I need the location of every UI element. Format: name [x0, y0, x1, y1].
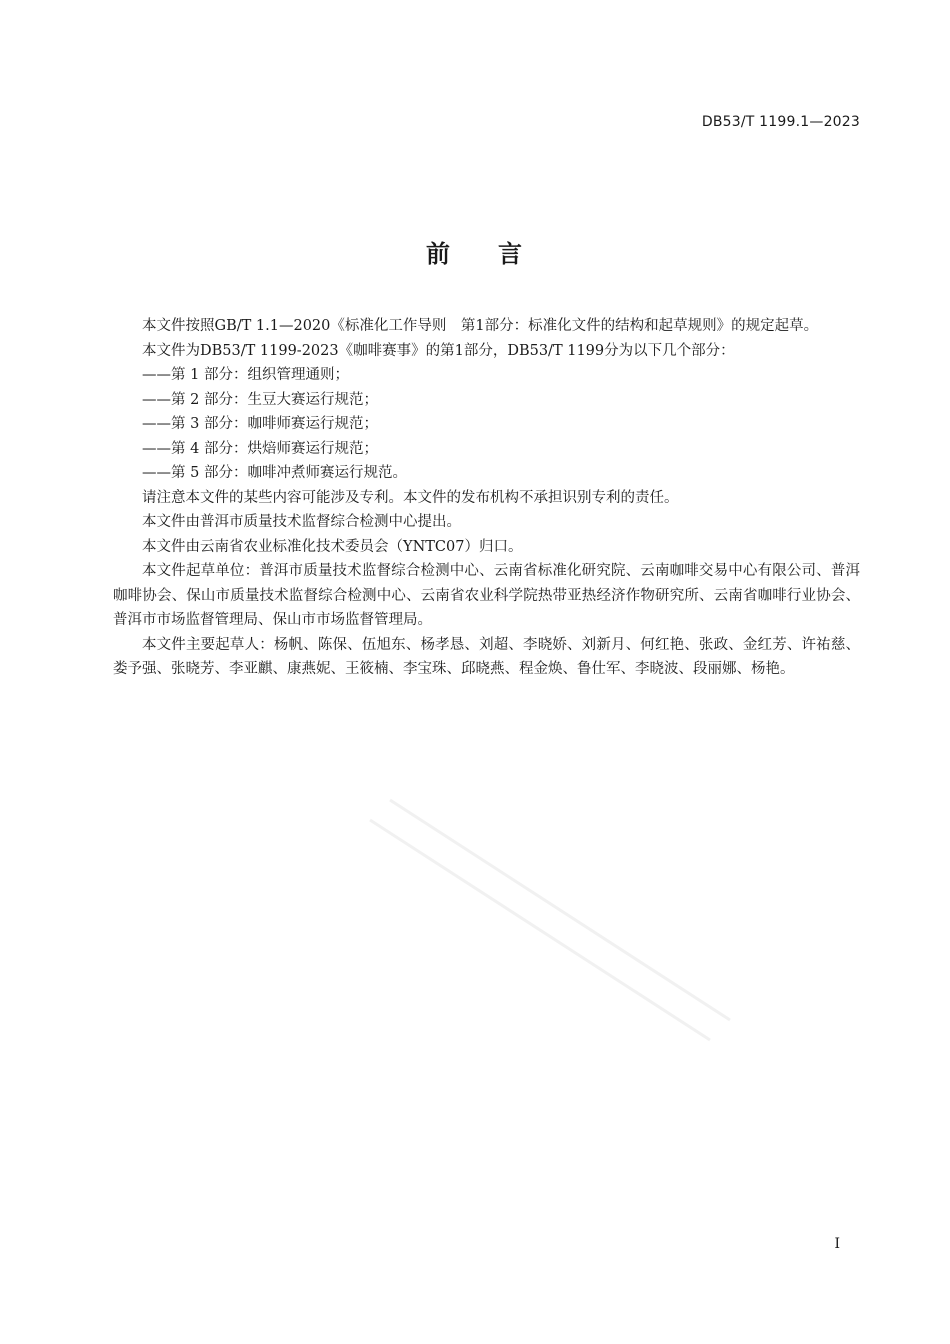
- part-list-item-3: ——第 3 部分：咖啡师赛运行规范；: [142, 416, 378, 432]
- page-title: [0, 234, 950, 269]
- part-list-item-4: ——第 4 部分：烘焙师赛运行规范；: [142, 440, 378, 457]
- page-number: I: [834, 1236, 840, 1252]
- foreword-body: [113, 314, 860, 682]
- part-list-item-2: ——第 2 部分：生豆大赛运行规范；: [142, 391, 378, 408]
- title-char-1: 前: [426, 240, 452, 268]
- paragraph-drafting-units: 本文件起草单位：普洱市质量技术监督综合检测中心、云南省标准化研究院、云南咖啡交易中心有限公司、普洱咖啡协会、保山市质量技术监督综合检测中心、云南省农业科学院热带亚热经济作物研究所、云南省咖啡行业协会、普洱市市场监督管理局、保山市市场监督管理局。: [113, 563, 860, 628]
- part-list-item-5: ——第 5 部分：咖啡冲煮师赛运行规范。: [142, 465, 407, 481]
- paragraph-drafters: 本文件主要起草人：杨帆、陈保、伍旭东、杨孝恳、刘超、李晓娇、刘新月、何红艳、张政、金红芳、许祐慈、娄予强、张晓芳、李亚麒、康燕妮、王筱楠、李宝珠、邱晓燕、程金焕、鲁仕军、李晓波、段丽娜、杨艳。: [113, 636, 860, 677]
- document-code: DB53/T 1199.1—2023: [701, 114, 860, 130]
- paragraph-patent-notice: 请注意本文件的某些内容可能涉及专利。本文件的发布机构不承担识别专利的责任。: [142, 489, 679, 506]
- paragraph-parts-intro: 本文件为DB53/T 1199-2023《咖啡赛事》的第1部分，DB53/T 1199分为以下几个部分：: [142, 342, 735, 359]
- paragraph-drafting-rules: 本文件按照GB/T 1.1—2020《标准化工作导则 第1部分：标准化文件的结构和起草规则》的规定起草。: [142, 318, 819, 334]
- faint-watermark: [330, 780, 750, 1080]
- paragraph-proposer: 本文件由普洱市质量技术监督综合检测中心提出。: [142, 514, 461, 530]
- paragraph-committee: 本文件由云南省农业标准化技术委员会（YNTC07）归口。: [142, 538, 523, 555]
- title-char-2: 言: [498, 240, 524, 268]
- part-list-item-1: ——第 1 部分：组织管理通则；: [142, 367, 349, 383]
